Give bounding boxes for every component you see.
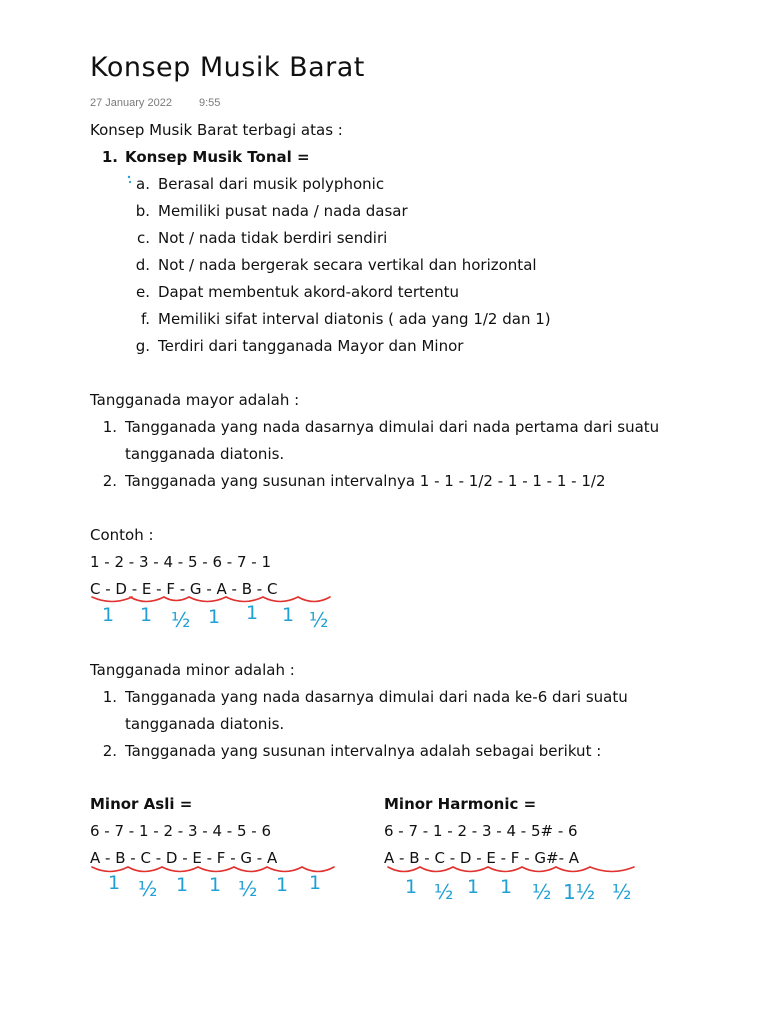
- interval-mark: 1: [209, 874, 222, 896]
- interval-mark: 1: [500, 876, 513, 898]
- interval-arc: [302, 867, 334, 872]
- interval-mark: 1: [276, 874, 289, 896]
- list-number: 2.: [102, 742, 117, 760]
- interval-mark: 1: [282, 604, 295, 626]
- interval-mark: 1: [102, 604, 115, 626]
- interval-arc: [234, 867, 267, 872]
- minor-harmonic-notes: A - B - C - D - E - F - G#- A: [384, 849, 580, 867]
- interval-mark: 1: [140, 604, 153, 626]
- interval-arc: [488, 867, 522, 872]
- interval-mark: 1: [467, 876, 480, 898]
- interval-arc: [420, 867, 453, 872]
- list-letter: b.: [135, 202, 150, 220]
- list-item: Dapat membentuk akord-akord tertentu: [158, 283, 460, 301]
- list-item-continuation: tangganada diatonis.: [125, 715, 285, 733]
- list-number: 1.: [102, 418, 117, 436]
- interval-mark: ½: [309, 608, 329, 632]
- interval-mark: 1: [208, 606, 221, 628]
- interval-mark: 1½: [563, 880, 596, 904]
- interval-arc: [267, 867, 302, 872]
- list-item: Tangganada yang susunan intervalnya adalah sebagai berikut :: [125, 742, 602, 760]
- interval-mark: 1: [108, 872, 121, 894]
- minor-harmonic-heading: Minor Harmonic =: [384, 795, 537, 813]
- list-letter: a.: [136, 175, 150, 193]
- interval-arc: [522, 867, 556, 872]
- interval-mark: ½: [434, 880, 454, 904]
- list-number: 2.: [102, 472, 117, 490]
- page-title: Konsep Musik Barat: [90, 52, 365, 83]
- interval-mark: 1: [246, 602, 259, 624]
- contoh-heading: Contoh :: [90, 526, 154, 544]
- intro-text: Konsep Musik Barat terbagi atas :: [90, 121, 343, 139]
- interval-arc: [388, 867, 420, 872]
- minor-asli-heading: Minor Asli =: [90, 795, 193, 813]
- interval-mark: ½: [612, 880, 632, 904]
- list-letter: e.: [136, 283, 150, 301]
- interval-mark: ½: [238, 877, 258, 901]
- interval-mark: 1: [176, 874, 189, 896]
- mayor-heading: Tangganada mayor adalah :: [90, 391, 300, 409]
- list-item: Tangganada yang susunan intervalnya 1 - 1 - 1/2 - 1 - 1 - 1 - 1/2: [125, 472, 606, 490]
- list-letter: c.: [136, 229, 150, 247]
- list-item-continuation: tangganada diatonis.: [125, 445, 285, 463]
- interval-mark: 1: [309, 872, 322, 894]
- interval-arc: [198, 867, 234, 872]
- minor-asli-numbers: 6 - 7 - 1 - 2 - 3 - 4 - 5 - 6: [90, 822, 271, 840]
- list-letter: g.: [135, 337, 150, 355]
- list-letter: d.: [135, 256, 150, 274]
- list-item: Berasal dari musik polyphonic: [158, 175, 385, 193]
- list-item: Tangganada yang nada dasarnya dimulai dari nada pertama dari suatu: [125, 418, 660, 436]
- list-letter: f.: [141, 310, 150, 328]
- section1-number: 1.: [101, 148, 118, 166]
- interval-arc: [128, 867, 162, 872]
- contoh-notes: C - D - E - F - G - A - B - C: [90, 580, 278, 598]
- interval-mark: 1: [405, 876, 418, 898]
- interval-arc: [590, 867, 634, 872]
- minor-heading: Tangganada minor adalah :: [90, 661, 295, 679]
- interval-mark: ½: [171, 608, 191, 632]
- list-item: Not / nada bergerak secara vertikal dan horizontal: [158, 256, 537, 274]
- interval-mark: ½: [138, 877, 158, 901]
- interval-arc: [298, 597, 330, 602]
- minor-harmonic-numbers: 6 - 7 - 1 - 2 - 3 - 4 - 5# - 6: [384, 822, 578, 840]
- minor-asli-notes: A - B - C - D - E - F - G - A: [90, 849, 278, 867]
- list-item: Memiliki pusat nada / nada dasar: [158, 202, 408, 220]
- list-item: Memiliki sifat interval diatonis ( ada yang 1/2 dan 1): [158, 310, 551, 328]
- page-date: 27 January 2022: [90, 97, 172, 109]
- interval-arc: [162, 867, 198, 872]
- interval-arc: [556, 867, 590, 872]
- contoh-numbers: 1 - 2 - 3 - 4 - 5 - 6 - 7 - 1: [90, 553, 271, 571]
- list-item: Terdiri dari tangganada Mayor dan Minor: [158, 337, 464, 355]
- page-time: 9:55: [199, 97, 221, 109]
- list-item: Not / nada tidak berdiri sendiri: [158, 229, 388, 247]
- interval-arc: [92, 867, 128, 872]
- list-number: 1.: [102, 688, 117, 706]
- list-item: Tangganada yang nada dasarnya dimulai dari nada ke-6 dari suatu: [125, 688, 628, 706]
- section1-heading: Konsep Musik Tonal =: [125, 148, 310, 166]
- interval-mark: ½: [532, 880, 552, 904]
- interval-arc: [453, 867, 488, 872]
